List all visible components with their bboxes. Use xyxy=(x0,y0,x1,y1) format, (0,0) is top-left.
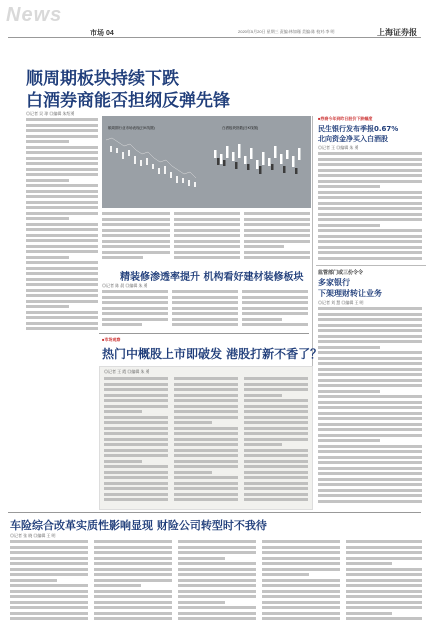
sidebar-mid-kicker: 监管部门或三份令令 xyxy=(318,270,364,276)
middle-title: 精装修渗透率提升 机构看好建材装修板块 xyxy=(120,272,304,283)
topic-label: ■市场观察 xyxy=(102,337,121,342)
topic-body-column-2 xyxy=(174,377,238,505)
middle-body-column-2 xyxy=(172,290,238,332)
bottom-title: 车险综合改革实质性影响显现 财险公司转型时不我待 xyxy=(10,519,267,532)
middle-body-column-3 xyxy=(242,290,308,332)
chart-caption-left: 顺周期行业市场表现(日K线图) xyxy=(108,126,155,130)
lead-body-column-3 xyxy=(174,212,240,264)
sidebar-top-byline: ◎记者 王 ◎编辑 朱 勇 xyxy=(318,145,359,150)
bottom-byline: ◎记者 张 晓 ◎编辑 王 明 xyxy=(10,533,56,538)
lead-body-column-4 xyxy=(244,212,310,264)
bottom-body-column-3 xyxy=(178,540,256,624)
topic-body-column-3 xyxy=(244,377,308,505)
sidebar-mid-title-line2: 下架理财转让业务 xyxy=(318,289,382,298)
topic-box xyxy=(99,366,313,510)
sidebar-top-title-line2: 北向资金净买入白酒股 xyxy=(318,135,388,143)
paper-name: 上海证券报 xyxy=(377,28,417,37)
lead-byline: ◎记者 吴 琼 ◎编辑 朱绍勇 xyxy=(26,111,75,116)
bottom-body-column-4 xyxy=(262,540,340,624)
sidebar-mid-byline: ◎记者 刘 慧 ◎编辑 王 明 xyxy=(318,300,364,305)
bottom-separator xyxy=(8,512,421,513)
bottom-body-column-2 xyxy=(94,540,172,624)
middle-body-column-1 xyxy=(102,290,168,332)
lead-body-column-2 xyxy=(102,212,170,264)
sidebar-top-body xyxy=(318,152,422,262)
middle-byline: ◎记者 陈 晨 ◎编辑 朱 勇 xyxy=(102,283,148,288)
sidebar-mid-body xyxy=(318,307,422,507)
topic-byline: ◎记者 王 霞 ◎编辑 朱 勇 xyxy=(104,369,150,374)
masthead xyxy=(0,0,429,36)
section-label: 市场 04 xyxy=(90,30,114,37)
chart-caption-right: 白酒板块指数(日K线图) xyxy=(222,126,259,130)
lead-title-line2: 白酒券商能否担纲反弹先锋 xyxy=(26,91,230,111)
issue-meta: 2020年5月20日 星期三 责编:林如瑾 美编:陈 校对:李 明 xyxy=(238,29,335,34)
sidebar-separator xyxy=(316,265,426,266)
bottom-body-column-1 xyxy=(10,540,88,624)
masthead-rule xyxy=(8,37,421,38)
topic-top-rule xyxy=(99,333,309,334)
sidebar-mid-title-line1: 多家银行 xyxy=(318,278,350,287)
masthead-logo: News xyxy=(6,4,63,26)
sidebar-top-caption: ■券商今年到昨日股价下跌幅度 xyxy=(318,116,373,121)
topic-body-column-1 xyxy=(104,377,168,505)
topic-title: 热门中概股上市即破发 港股打新不香了？ xyxy=(102,347,323,361)
lead-title-line1: 顺周期板块持续下跌 xyxy=(26,69,179,89)
bottom-body-column-5 xyxy=(346,540,422,624)
sidebar-top-title-line1: 民生银行发布季报0.67% xyxy=(318,125,399,133)
lead-body-column xyxy=(26,118,98,333)
lead-chart-image xyxy=(102,116,311,208)
